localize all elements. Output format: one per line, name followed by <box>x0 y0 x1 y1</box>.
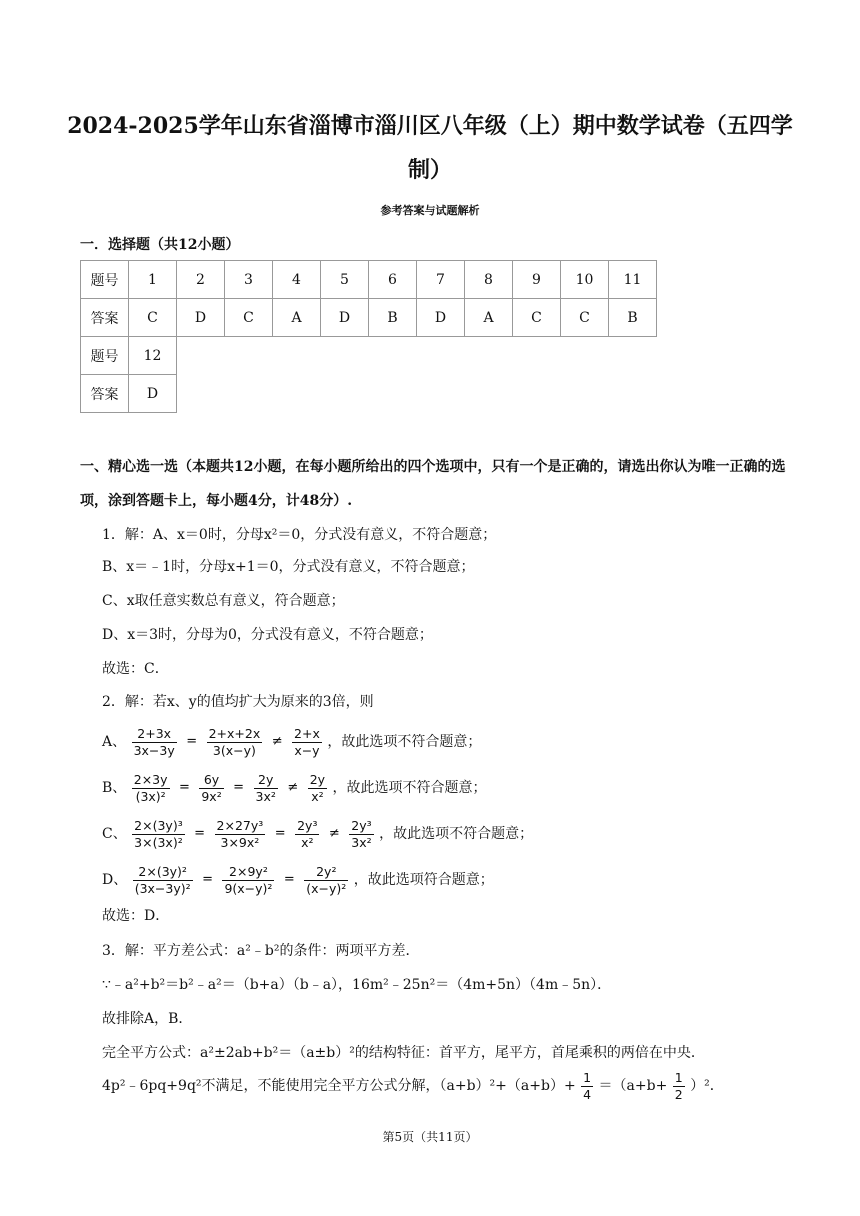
answer-cell: C <box>561 299 609 337</box>
question-number: 5 <box>321 261 369 299</box>
fraction <box>292 726 322 759</box>
denominator: 3×(3x)² <box>134 834 183 850</box>
answer-table <box>80 260 657 337</box>
option-conclusion: ，故此选项符合题意； <box>353 872 494 888</box>
document-title: 2024-2025学年山东省淄博市淄川区八年级（上）期中数学试卷（五四学制） <box>67 113 793 183</box>
table-row-numbers <box>81 261 657 299</box>
fraction <box>132 818 185 851</box>
fraction <box>349 818 373 851</box>
numerator: 1 <box>674 1069 683 1085</box>
answer-cell: B <box>609 299 657 337</box>
answer-cell: C <box>129 299 177 337</box>
numerator: 6y <box>203 771 220 787</box>
question-number: 1 <box>129 261 177 299</box>
q2-intro: 2．解：若x、y的值均扩大为原来的3倍，则 <box>102 694 374 710</box>
fraction <box>199 772 223 805</box>
fraction <box>132 772 170 805</box>
question-number: 7 <box>417 261 465 299</box>
denominator: 3(x−y) <box>207 742 263 759</box>
denominator: 4 <box>583 1086 592 1102</box>
question-number: 6 <box>369 261 417 299</box>
denominator: 3x² <box>351 834 372 850</box>
q1-line-4: D、x＝3时，分母为0，分式没有意义，不符合题意； <box>102 627 433 643</box>
numerator: 2y <box>309 771 326 787</box>
answer-cell: B <box>369 299 417 337</box>
answer-cell: D <box>129 375 177 413</box>
table-row-numbers <box>81 337 177 375</box>
text-segment: ＝（a+b+ <box>598 1078 668 1094</box>
question-number: 9 <box>513 261 561 299</box>
q2-option-d: D、 $\frac{\text{2×(3y)²}}{\text{(3x−3y)²}}$ = $\frac{\text{2×9y²}}{\text{9(x−y)²}}$ = $\frac{\text{2y²}}{\text{(x−y)²}}$ ，故此选项符合题意； <box>102 863 494 896</box>
answer-table-continued <box>80 336 177 413</box>
question-number: 2 <box>177 261 225 299</box>
denominator: 3x² <box>255 788 276 804</box>
text-segment: 4p²﹣6pq+9q²不满足，不能使用完全平方公式分解，（a+b）²+（a+b）+ <box>102 1078 576 1094</box>
denominator: 3x−3y <box>133 742 175 758</box>
page-footer: 第5页（共11页） <box>382 1130 478 1144</box>
denominator: x² <box>308 788 327 805</box>
fraction <box>304 864 348 897</box>
question-number: 10 <box>561 261 609 299</box>
option-label: B、 <box>102 780 127 796</box>
fraction <box>581 1070 593 1103</box>
answer-cell: A <box>273 299 321 337</box>
q2-end: 故选：D． <box>102 908 170 924</box>
numerator: 2×3y <box>133 771 168 787</box>
answer-cell: D <box>417 299 465 337</box>
table-row-answers <box>81 375 177 413</box>
answer-cell: C <box>225 299 273 337</box>
option-conclusion: ，故此选项不符合题意； <box>379 826 534 842</box>
fraction <box>222 864 274 897</box>
answer-cell: C <box>513 299 561 337</box>
table-row-answers <box>81 299 657 337</box>
denominator: 3×9x² <box>215 834 266 851</box>
document-subtitle: 参考答案与试题解析 <box>380 204 480 217</box>
numerator: 2×(3y)² <box>138 863 187 879</box>
answer-cell: D <box>321 299 369 337</box>
fraction <box>673 1070 685 1103</box>
denominator: 9(x−y)² <box>224 880 273 896</box>
denominator: (x−y)² <box>306 880 347 896</box>
numerator: 2×(3y)³ <box>134 817 183 833</box>
denominator: (3x)² <box>132 788 170 805</box>
option-label: A、 <box>102 734 127 750</box>
numerator: 2+x <box>294 725 320 741</box>
section-heading-choice: 一．选择题（共12小题） <box>80 237 240 253</box>
option-conclusion: ，故此选项不符合题意； <box>327 734 482 750</box>
fraction <box>133 864 193 897</box>
fraction <box>308 772 327 805</box>
q2-option-b: B、 $\frac{2\times 3y}{\text{(3x)²}}$ = $\frac{6y}{\text{9x²}}$ = $\frac{2y}{\text{3x²}}$ ≠ $\frac{2y}{\text{x²}}$ ，故此选项不符合题意； <box>102 771 487 804</box>
q2-option-a: A、 $\frac{2+3x}{3x-3y}$ = $\frac{2+x+2x}{3(x-y)}$ ≠ $\frac{2+x}{x-y}$ ，故此选项不符合题意； <box>102 725 482 758</box>
q3-line-5 <box>102 1066 724 1106</box>
question-number: 12 <box>129 337 177 375</box>
numerator: 2×9y² <box>229 863 268 879</box>
fraction <box>254 772 278 805</box>
denominator: 2 <box>674 1086 683 1102</box>
q3-line-4: 完全平方公式：a²±2ab+b²＝（a±b）²的结构特征：首平方，尾平方，首尾乘积的两倍在中央． <box>102 1045 705 1061</box>
numerator: 2y³ <box>297 817 318 833</box>
q1-line-5: 故选：C． <box>102 661 169 677</box>
row-label-answer: 答案 <box>81 375 129 413</box>
numerator: 2y² <box>316 863 337 879</box>
numerator: 1 <box>583 1069 592 1085</box>
answer-cell: A <box>465 299 513 337</box>
question-number: 11 <box>609 261 657 299</box>
answer-cell: D <box>177 299 225 337</box>
numerator: 2y <box>258 771 274 787</box>
q1-line-2: B、x＝﹣1时，分母x+1＝0，分式没有意义，不符合题意； <box>102 559 475 575</box>
denominator: x² <box>295 834 319 851</box>
fraction <box>207 726 263 759</box>
option-label: C、 <box>102 826 127 842</box>
question-number: 8 <box>465 261 513 299</box>
row-label-number: 题号 <box>81 261 129 299</box>
q3-line-1: 3．解：平方差公式：a²﹣b²的条件：两项平方差． <box>102 943 420 959</box>
question-number: 3 <box>225 261 273 299</box>
fraction <box>132 726 177 759</box>
section-heading-instructions: 一、精心选一选（本题共12小题，在每小题所给出的四个选项中，只有一个是正确的，请选出你认为唯一正确的选项，涂到答题卡上，每小题4分，计48分）. <box>80 459 786 509</box>
q1-line-3: C、x取任意实数总有意义，符合题意； <box>102 593 345 609</box>
option-conclusion: ，故此选项不符合题意； <box>332 780 487 796</box>
row-label-number: 题号 <box>81 337 129 375</box>
q3-line-2: ∵﹣a²+b²＝b²﹣a²＝（b+a）（b﹣a），16m²﹣25n²＝（4m+5n）（4m﹣5n）． <box>102 977 612 993</box>
denominator: (3x−3y)² <box>134 880 191 896</box>
numerator: 2y³ <box>351 817 372 833</box>
numerator: 2×27y³ <box>216 817 264 833</box>
numerator: 2+x+2x <box>208 725 261 741</box>
numerator: 2+3x <box>137 725 172 741</box>
option-label: D、 <box>102 872 128 888</box>
denominator: 9x² <box>201 788 222 804</box>
q3-line-3: 故排除A，B． <box>102 1011 193 1027</box>
text-segment: ）²． <box>690 1078 724 1094</box>
fraction <box>295 818 319 851</box>
question-number: 4 <box>273 261 321 299</box>
denominator: x−y <box>292 742 322 759</box>
q1-line-1: 1．解：A、x＝0时，分母x²＝0，分式没有意义，不符合题意； <box>102 527 497 543</box>
fraction <box>215 818 266 851</box>
q2-option-c: C、 $\frac{\text{2×(3y)³}}{\text{3×(3x)²}}$ = $\frac{\text{2×27y³}}{\text{3×9x²}}$ = $\frac{\text{2y³}}{\text{x²}}$ ≠ $\frac{\text{2y³}}{\text{3x²}}$ ，故此选项不符合题意； <box>102 817 534 850</box>
row-label-answer: 答案 <box>81 299 129 337</box>
